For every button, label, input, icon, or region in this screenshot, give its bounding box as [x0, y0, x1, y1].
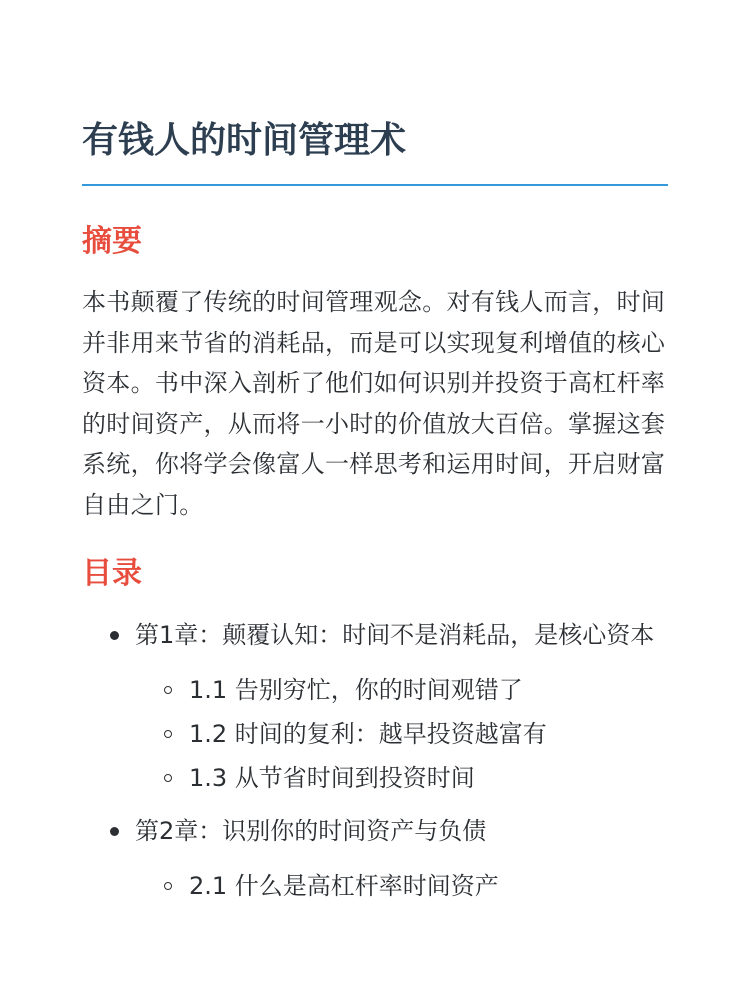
bullet-circle-icon	[164, 882, 172, 890]
chapter-1-sections	[135, 668, 672, 800]
summary-paragraph: 本书颠覆了传统的时间管理观念。对有钱人而言，时间并非用来节省的消耗品，而是可以实现复利增值的核心资本。书中深入剖析了他们如何识别并投资于高杠杆率的时间资产，从而将一小时的价值放大百倍。掌握这套系统，你将学会像富人一样思考和运用时间，开启财富自由之门。	[82, 288, 666, 519]
toc-section-1-2	[135, 712, 672, 756]
bullet-circle-icon	[164, 730, 172, 738]
bullet-circle-icon	[164, 774, 172, 782]
toc-section-2-1	[135, 864, 672, 908]
toc-heading: 目录	[82, 556, 142, 591]
toc-chapter-1	[82, 616, 672, 800]
summary-heading: 摘要	[82, 224, 142, 259]
table-of-contents	[82, 616, 672, 920]
bullet-dot-icon	[110, 631, 119, 640]
toc-section-1-1	[135, 668, 672, 712]
title-divider	[82, 184, 668, 186]
chapter-label: 第1章：颠覆认知：时间不是消耗品，是核心资本	[135, 621, 655, 649]
bullet-dot-icon	[110, 827, 119, 836]
section-label: 1.3 从节省时间到投资时间	[189, 764, 475, 792]
section-label: 1.1 告别穷忙，你的时间观错了	[189, 676, 523, 704]
chapter-2-sections	[135, 864, 672, 908]
toc-chapter-2	[82, 812, 672, 908]
section-label: 2.1 什么是高杠杆率时间资产	[189, 872, 499, 900]
bullet-circle-icon	[164, 686, 172, 694]
document-title: 有钱人的时间管理术	[82, 120, 407, 161]
toc-section-1-3	[135, 756, 672, 800]
chapter-label: 第2章：识别你的时间资产与负债	[135, 817, 487, 845]
section-label: 1.2 时间的复利：越早投资越富有	[189, 720, 547, 748]
